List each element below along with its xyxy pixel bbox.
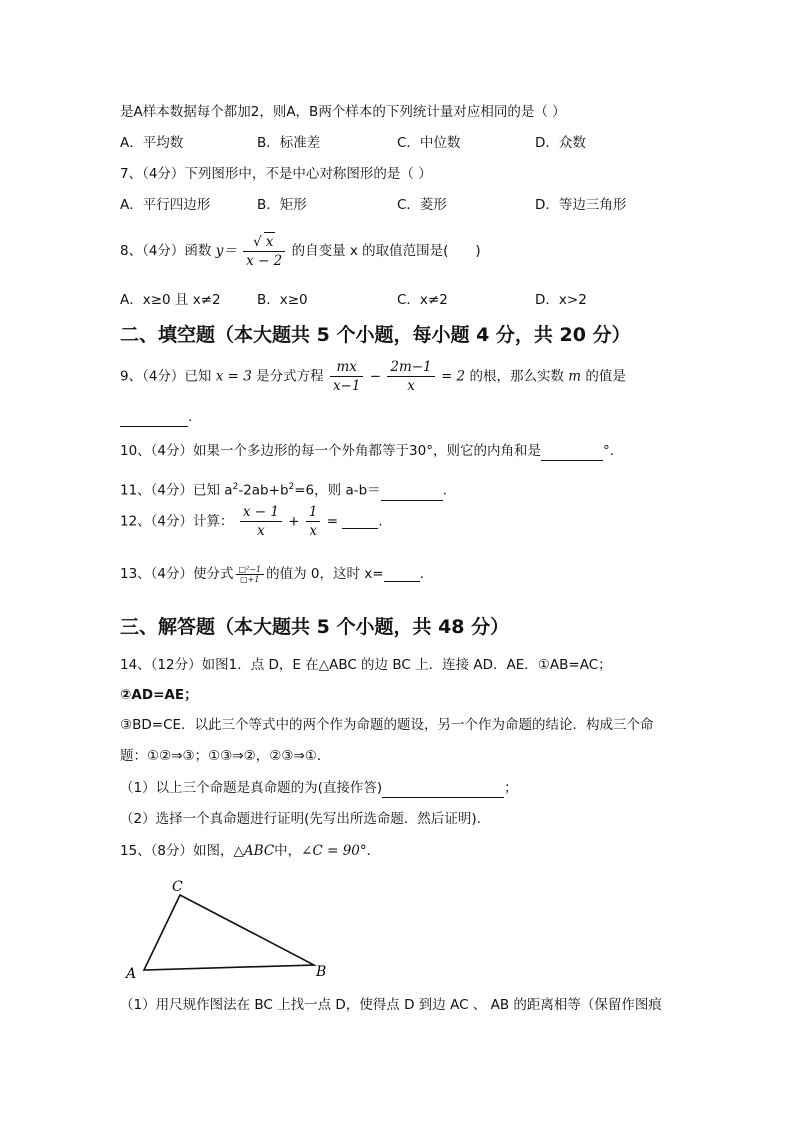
q9-f2-denominator: x (407, 378, 415, 394)
label-c: C (172, 879, 183, 895)
q6-option-d: D．众数 (535, 135, 586, 151)
q12-prefix: 12、（4分）计算： (120, 513, 234, 530)
q10-text (120, 441, 623, 461)
q15-prefix: 15、（8分）如图， (120, 843, 234, 859)
label-a: A (126, 966, 137, 982)
q15-part-1: （1）用尺规作图法在 BC 上找一点 D，使得点 D 到边 AC 、 AB 的距离相等（保留作图痕 (120, 997, 662, 1013)
q9-f1-numerator: mx (330, 358, 364, 377)
q15-triangle: △ABC (233, 843, 275, 859)
q12-fraction-1 (240, 503, 282, 540)
q11-sup-1: 2 (232, 482, 239, 492)
q12-f2-denominator: x (309, 523, 317, 539)
q6-option-b: B．标准差 (257, 135, 321, 151)
q9-suffix: 的根，那么实数 (469, 368, 564, 385)
q9-answer-line (120, 407, 192, 427)
q9-tail: 的值是 (585, 368, 626, 385)
q14-blank[interactable] (382, 783, 504, 798)
q8-option-d: D．x>2 (535, 292, 587, 308)
q14-part-1-end: ； (504, 780, 518, 796)
q14-line-1: 14、（12分）如图1．点 D，E 在△ABC 的边 BC 上．连接 AD．AE．①AB=AC； (120, 657, 612, 673)
q13-denominator: □+1 (240, 574, 260, 584)
q14-part-1-text: （1）以上三个命题是真命题的为(直接作答) (120, 780, 383, 796)
q6-text: 是A样本数据每个都加2，则A，B两个样本的下列统计量对应相同的是（ ） (120, 104, 566, 120)
q6-option-c: C．中位数 (397, 135, 461, 151)
q15-angle: ∠C = 90° (301, 843, 367, 859)
q13-prefix: 13、（4分）使分式 (120, 566, 234, 582)
q8-numerator: √ x (243, 232, 285, 252)
q9-fraction-1 (330, 358, 364, 395)
q12-f2-numerator: 1 (306, 503, 321, 522)
q9-minus: − (369, 368, 382, 385)
section-2-heading: 二、填空题（本大题共 5 个小题，每小题 4 分，共 20 分） (120, 324, 631, 346)
q7-text: 7、（4分）下列图形中，不是中心对称图形的是（ ） (120, 166, 432, 182)
q8-radicand: x (265, 234, 274, 250)
q8-y: y＝ (215, 243, 237, 259)
q13-end: . (419, 566, 424, 582)
label-b: B (316, 964, 327, 980)
q11-prefix: 11、（4分）已知 a (120, 482, 233, 499)
q12-f1-numerator: x − 1 (240, 503, 282, 522)
q9-var: m (568, 368, 582, 385)
q15-mid: 中， (274, 843, 302, 859)
q8-option-a: A．x≥0 且 x≠2 (120, 292, 221, 308)
q9-f1-denominator: x−1 (332, 378, 361, 394)
q11-text (120, 477, 447, 501)
q13-blank[interactable] (384, 567, 420, 582)
q9-fraction-2 (387, 358, 434, 395)
q11-sup-2: 2 (288, 482, 295, 492)
q12-plus: + (288, 513, 300, 530)
q12-fraction-2 (306, 503, 321, 540)
q15-text (120, 841, 380, 861)
q8-suffix: 的自变量 x 的取值范围是( ) (291, 243, 481, 259)
triangle-abc (144, 895, 314, 970)
q9-prefix: 9、（4分）已知 (120, 368, 212, 385)
q14-line-3: ③BD=CE．以此三个等式中的两个作为命题的题设，另一个作为命题的结论．构成三个命 (120, 717, 654, 733)
q8-text (120, 232, 481, 270)
q6-option-a: A．平均数 (120, 135, 184, 151)
section-3-heading: 三、解答题（本大题共 5 个小题，共 48 分） (120, 616, 510, 638)
q9-f2-numerator: 2m−1 (387, 358, 434, 377)
q9-end: . (188, 409, 193, 425)
q14-line-4: 题：①②⇒③；①③⇒②，②③⇒①． (120, 748, 331, 764)
q12-end: . (378, 513, 383, 530)
q10-body: 10、（4分）如果一个多边形的每一个外角都等于30°，则它的内角和是 (120, 443, 541, 459)
q8-option-b: B．x≥0 (257, 292, 308, 308)
q9-mid: 是分式方程 (256, 368, 324, 385)
q13-numerator: □²−1 (236, 565, 265, 575)
q9-blank[interactable] (120, 412, 188, 427)
q7-option-d: D．等边三角形 (535, 197, 627, 213)
q8-prefix: 8、（4分）函数 (120, 243, 212, 259)
q11-end: . (442, 482, 447, 499)
q12-blank[interactable] (342, 514, 378, 529)
q10-blank[interactable] (541, 446, 603, 461)
q7-option-b: B．矩形 (257, 197, 307, 213)
q11-mid: -2ab+b (238, 482, 289, 499)
triangle-figure (118, 875, 348, 985)
q8-fraction (243, 232, 285, 270)
q7-option-c: C．菱形 (397, 197, 447, 213)
q10-end: °． (602, 443, 624, 459)
q13-fraction (236, 565, 265, 584)
q12-text (120, 503, 383, 540)
q13-suffix: 的值为 0，这时 x= (266, 566, 384, 582)
q12-f1-denominator: x (257, 523, 265, 539)
q8-denominator: x − 2 (246, 253, 283, 269)
q9-equals: = 2 (440, 368, 466, 385)
q9-text (120, 358, 626, 395)
q15-end: ． (366, 843, 381, 859)
q14-part-1 (120, 778, 518, 798)
q7-option-a: A．平行四边形 (120, 197, 211, 213)
q9-condition: x = 3 (215, 368, 252, 385)
q8-option-c: C．x≠2 (397, 292, 448, 308)
q13-text (120, 564, 424, 584)
q14-line-2: ②AD=AE； (120, 687, 198, 703)
q12-equals: = (326, 513, 339, 530)
q11-suffix: =6，则 a-b＝ (294, 482, 381, 499)
q11-blank[interactable] (381, 486, 443, 501)
q14-part-2: （2）选择一个真命题进行证明(先写出所选命题．然后证明)． (120, 811, 491, 827)
